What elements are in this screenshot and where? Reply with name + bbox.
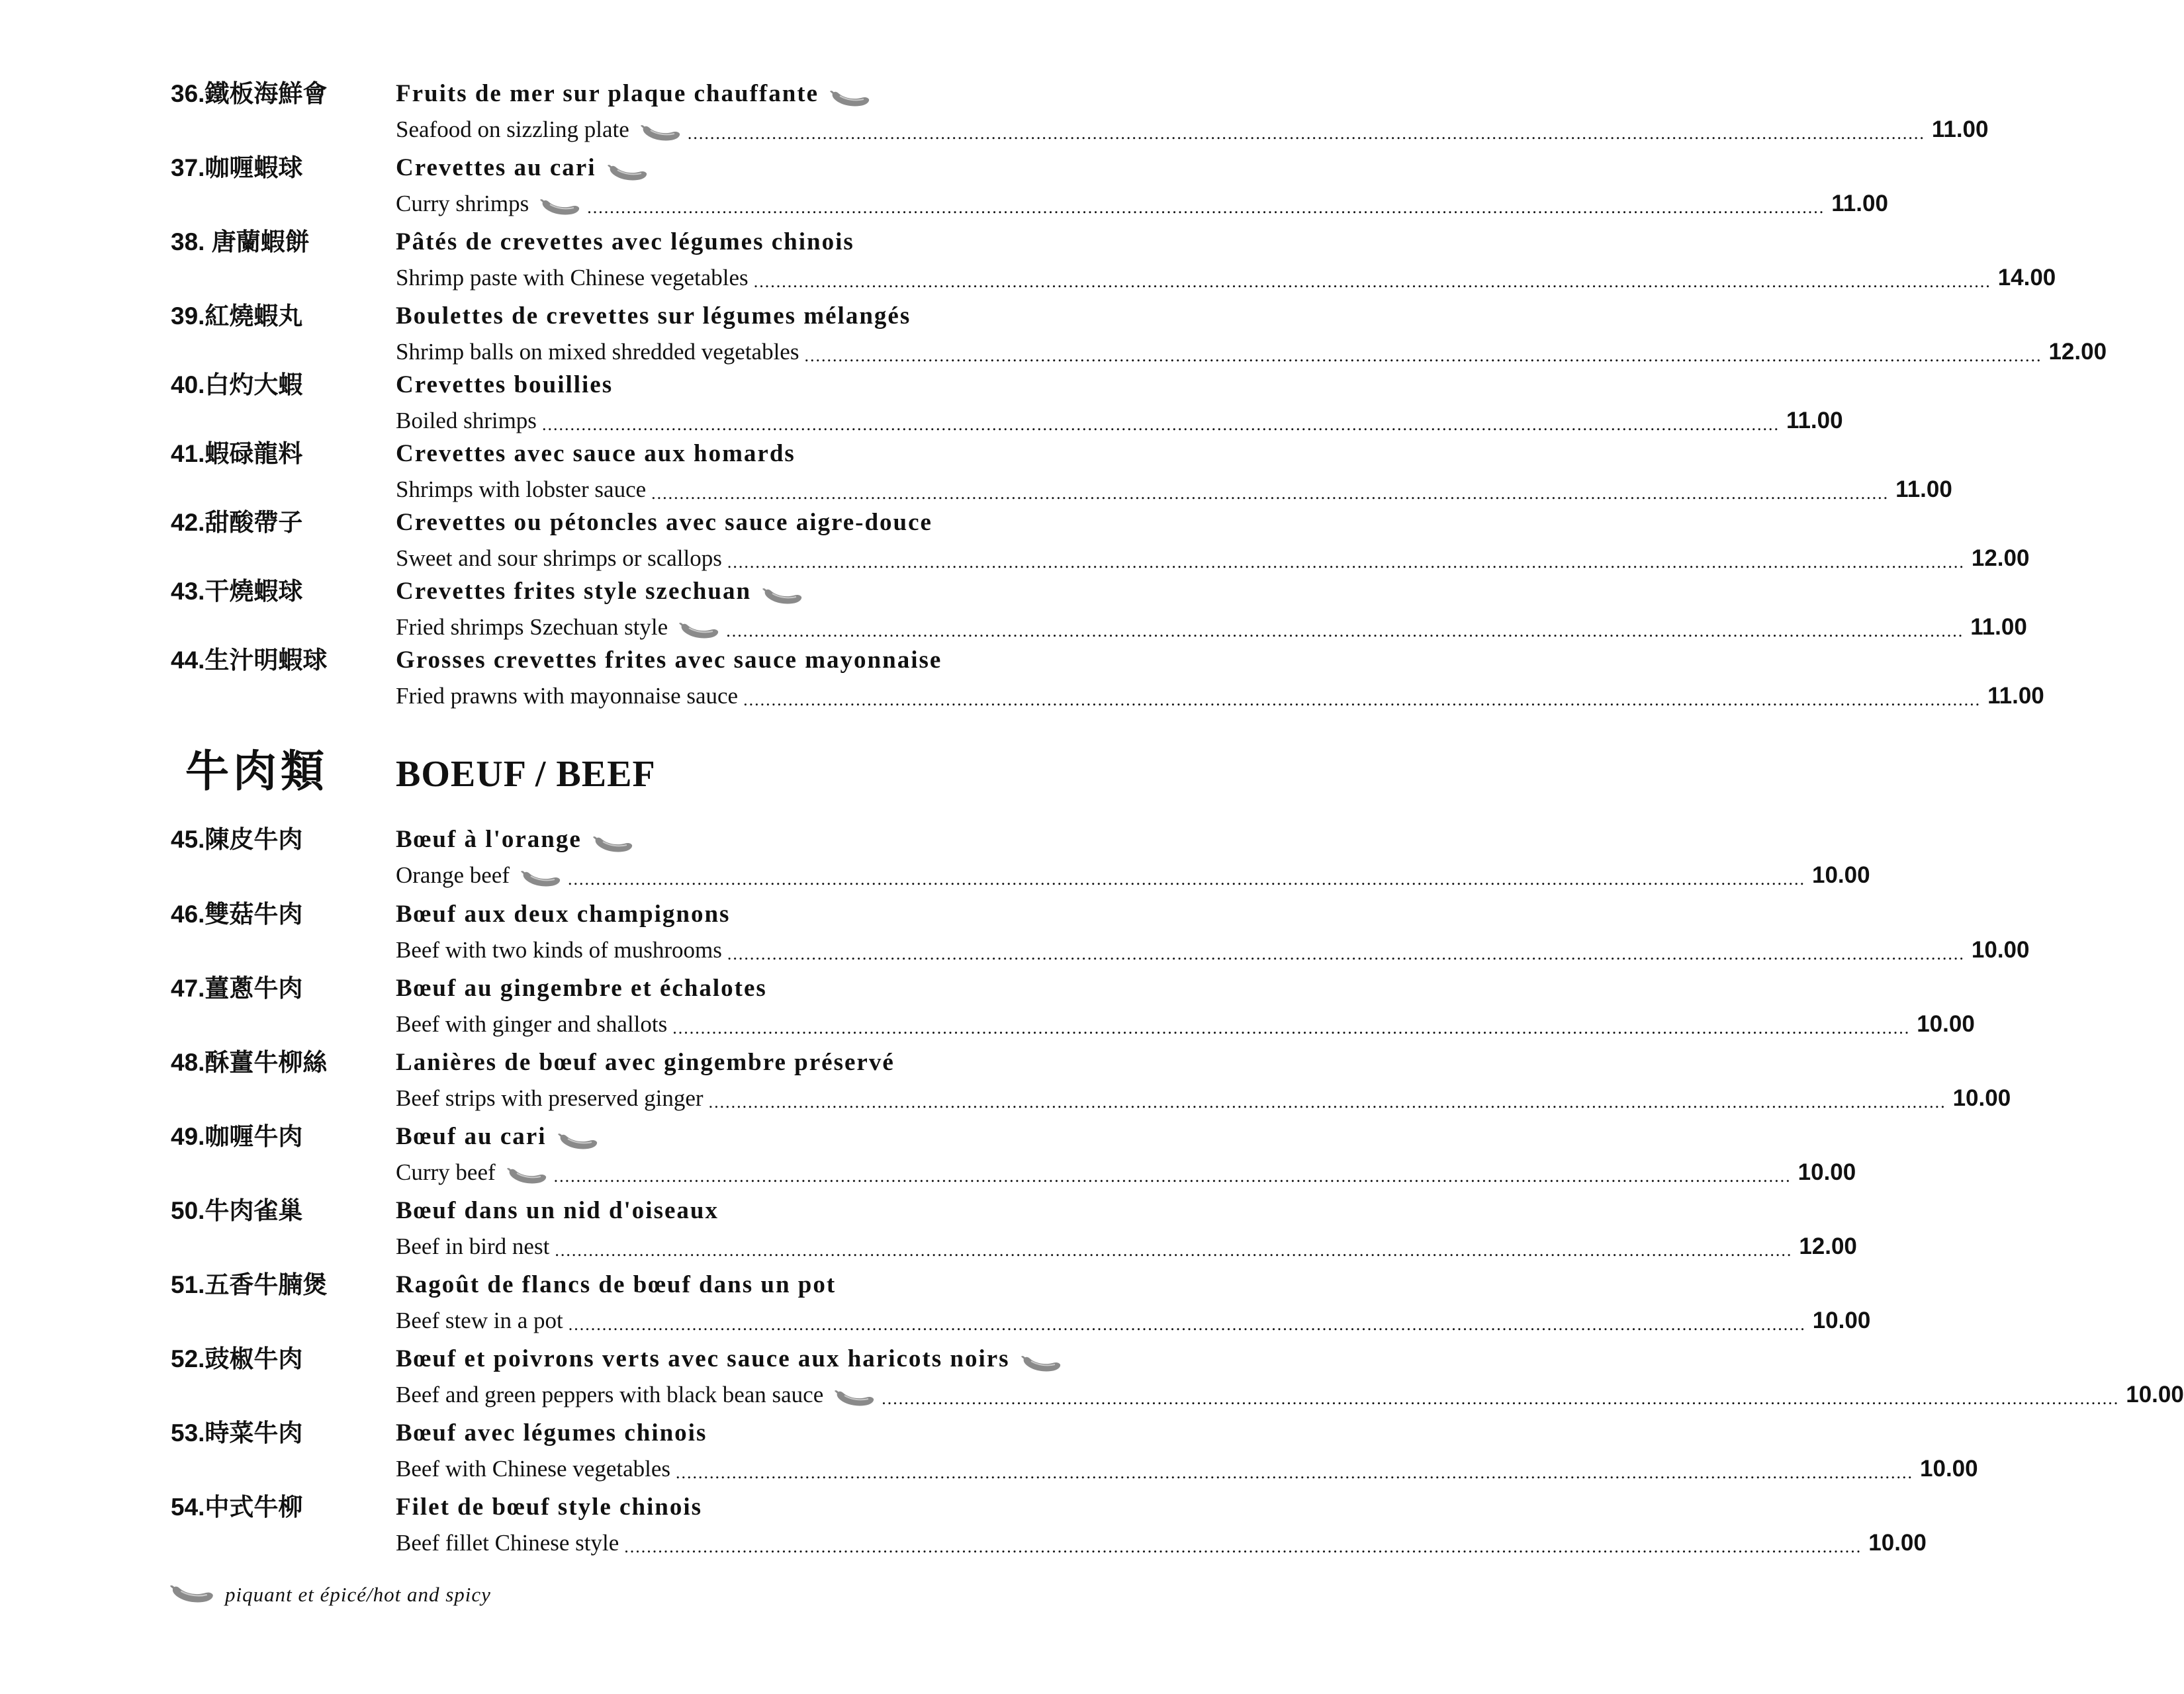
item-line-english	[396, 1081, 2011, 1114]
item-name-french: Pâtés de crevettes avec légumes chinois	[396, 228, 854, 255]
chili-pepper-icon	[608, 160, 649, 180]
item-price: 10.00	[1797, 1159, 1856, 1185]
item-name-french: Lanières de bœuf avec gingembre préservé	[396, 1049, 895, 1076]
menu-item	[171, 1047, 2011, 1121]
item-name-english: Shrimps with lobster sauce	[396, 476, 647, 502]
item-line-english	[396, 335, 2107, 368]
item-name-french: Filet de bœuf style chinois	[396, 1493, 703, 1521]
dot-leader: ............................................................................................................................................................................................................................	[882, 1389, 2120, 1408]
item-number-chinese: 54.中式牛柳	[171, 1493, 303, 1521]
menu-item	[171, 645, 2044, 719]
item-name-french: Bœuf au gingembre et échalotes	[396, 975, 767, 1002]
section-title: BOEUF / BEEF	[396, 754, 656, 795]
item-line-english	[396, 610, 2027, 643]
item-price: 11.00	[1895, 476, 1952, 502]
item-line-english	[396, 1304, 1871, 1337]
item-name-english: Beef strips with preserved ginger	[396, 1085, 704, 1111]
item-price: 10.00	[1811, 862, 1870, 888]
chili-pepper-icon	[1022, 1351, 1063, 1371]
dot-leader: ............................................................................................................................................................................................................................	[708, 1092, 1946, 1112]
item-number-chinese: 37.咖喱蝦球	[171, 154, 303, 181]
item-number-chinese: 49.咖喱牛肉	[171, 1123, 303, 1150]
item-price: 10.00	[1952, 1085, 2011, 1111]
item-name-english: Fried shrimps Szechuan style	[396, 614, 668, 640]
menu-item	[171, 300, 2107, 375]
item-name-french: Bœuf dans un nid d'oiseaux	[396, 1197, 719, 1224]
item-name-english: Orange beef	[396, 862, 510, 888]
item-line-english	[396, 1378, 2184, 1411]
item-price: 10.00	[1917, 1011, 1975, 1037]
menu-item	[171, 576, 2027, 650]
chili-pepper-icon	[541, 195, 582, 214]
item-number-chinese: 38. 唐蘭蝦餅	[171, 228, 310, 255]
menu-item	[171, 899, 2030, 973]
dot-leader: ............................................................................................................................................................................................................................	[567, 869, 1805, 889]
item-name-french: Ragoût de flancs de bœuf dans un pot	[396, 1271, 837, 1298]
item-name-english: Beef fillet Chinese style	[396, 1530, 619, 1556]
item-name-english: Seafood on sizzling plate	[396, 116, 629, 142]
item-name-french: Bœuf avec légumes chinois	[396, 1419, 707, 1447]
item-name-english: Beef with two kinds of mushrooms	[396, 937, 722, 963]
item-name-english: Beef in bird nest	[396, 1233, 550, 1259]
item-name-french: Bœuf à l'orange	[396, 824, 635, 856]
item-line-english	[396, 1452, 1978, 1485]
item-line-english	[396, 1155, 1856, 1188]
chili-pepper-icon	[763, 584, 804, 603]
item-name-french: Bœuf au cari	[396, 1121, 600, 1153]
dot-leader: ............................................................................................................................................................................................................................	[553, 1167, 1792, 1186]
menu-item	[171, 1195, 1857, 1269]
item-number-chinese: 45.陳皮牛肉	[171, 826, 303, 853]
chili-pepper-icon	[559, 1129, 600, 1149]
item-price: 10.00	[2126, 1382, 2184, 1407]
item-price: 11.00	[1970, 614, 2027, 640]
item-name-french: Bœuf aux deux champignons	[396, 901, 731, 928]
chili-pepper-icon	[831, 86, 872, 106]
section-heading-beef	[185, 741, 1178, 807]
menu-item	[171, 369, 1843, 443]
item-name-english: Curry shrimps	[396, 191, 529, 216]
item-name-french: Crevettes avec sauce aux homards	[396, 440, 796, 467]
chili-pepper-icon	[171, 1583, 216, 1606]
menu-item	[171, 1492, 1927, 1566]
dot-leader: ............................................................................................................................................................................................................................	[743, 690, 1981, 709]
dot-leader: ............................................................................................................................................................................................................................	[753, 272, 1991, 291]
menu-item	[171, 78, 1989, 152]
section-title-chinese: 牛肉類	[185, 745, 328, 797]
chili-pepper-icon	[641, 120, 682, 140]
menu-item	[171, 1417, 1978, 1492]
item-number-chinese: 47.薑蔥牛肉	[171, 975, 303, 1002]
item-price: 11.00	[1786, 408, 1843, 433]
item-name-french: Crevettes ou pétoncles avec sauce aigre-douce	[396, 509, 933, 536]
item-price: 12.00	[2048, 339, 2107, 365]
dot-leader: ............................................................................................................................................................................................................................	[624, 1537, 1862, 1556]
item-price: 10.00	[1812, 1308, 1871, 1333]
item-name-french: Crevettes au cari	[396, 152, 649, 184]
item-line-english	[396, 858, 1870, 891]
item-line-english	[396, 541, 2030, 574]
dot-leader: ............................................................................................................................................................................................................................	[568, 1315, 1806, 1334]
dot-leader: ............................................................................................................................................................................................................................	[687, 124, 1925, 143]
item-name-english: Shrimp paste with Chinese vegetables	[396, 265, 749, 290]
item-price: 10.00	[1971, 937, 2030, 963]
dot-leader: ............................................................................................................................................................................................................................	[541, 415, 1780, 434]
dot-leader: ............................................................................................................................................................................................................................	[672, 1018, 1911, 1038]
chili-pepper-icon	[594, 832, 635, 852]
item-name-english: Boiled shrimps	[396, 408, 537, 433]
item-number-chinese: 44.生汁明蝦球	[171, 646, 328, 674]
menu-item	[171, 973, 1975, 1047]
dot-leader: ............................................................................................................................................................................................................................	[727, 944, 1965, 963]
item-name-english: Fried prawns with mayonnaise sauce	[396, 683, 739, 709]
item-price: 11.00	[1931, 116, 1989, 142]
item-price: 11.00	[1987, 683, 2044, 709]
item-name-french: Fruits de mer sur plaque chauffante	[396, 78, 872, 110]
dot-leader: ............................................................................................................................................................................................................................	[727, 553, 1965, 572]
item-number-chinese: 39.紅燒蝦丸	[171, 302, 303, 330]
item-number-chinese: 41.蝦碌龍料	[171, 440, 303, 467]
item-price: 12.00	[1799, 1233, 1857, 1259]
dot-leader: ............................................................................................................................................................................................................................	[587, 198, 1825, 217]
item-line-english	[396, 1007, 1975, 1040]
item-name-french: Crevettes bouillies	[396, 371, 614, 398]
item-number-chinese: 51.五香牛腩煲	[171, 1271, 328, 1298]
dot-leader: ............................................................................................................................................................................................................................	[676, 1463, 1914, 1482]
menu-item	[171, 824, 1870, 898]
item-line-english	[396, 933, 2030, 966]
chili-pepper-icon	[680, 618, 721, 638]
item-line-english	[396, 404, 1843, 437]
menu-item	[171, 507, 2030, 581]
item-line-english	[396, 679, 2044, 712]
item-price: 14.00	[1997, 265, 2056, 290]
menu-item	[171, 1269, 1871, 1343]
legend-text: piquant et épicé/hot and spicy	[225, 1583, 491, 1606]
item-number-chinese: 48.酥薑牛柳絲	[171, 1049, 328, 1076]
chili-pepper-icon	[508, 1163, 549, 1183]
menu-item	[171, 152, 1888, 226]
dot-leader: ............................................................................................................................................................................................................................	[651, 484, 1889, 503]
chili-pepper-icon	[835, 1386, 876, 1405]
menu-item	[171, 1343, 2184, 1417]
item-name-english: Curry beef	[396, 1159, 496, 1185]
menu-item	[171, 226, 2056, 300]
item-name-english: Shrimp balls on mixed shredded vegetables	[396, 339, 799, 365]
item-number-chinese: 43.干燒蝦球	[171, 578, 303, 605]
dot-leader: ............................................................................................................................................................................................................................	[726, 621, 1964, 641]
menu-item	[171, 1121, 1856, 1195]
item-number-chinese: 36.鐵板海鮮會	[171, 80, 328, 107]
item-line-english	[396, 187, 1888, 220]
item-price: 12.00	[1971, 545, 2030, 571]
item-number-chinese: 46.雙菇牛肉	[171, 901, 303, 928]
item-price: 10.00	[1920, 1456, 1978, 1482]
menu-item	[171, 438, 1952, 512]
dot-leader: ............................................................................................................................................................................................................................	[555, 1241, 1793, 1260]
item-line-english	[396, 1229, 1857, 1263]
item-name-english: Beef stew in a pot	[396, 1308, 563, 1333]
item-name-english: Beef with Chinese vegetables	[396, 1456, 671, 1482]
item-line-english	[396, 261, 2056, 294]
item-name-french: Grosses crevettes frites avec sauce mayonnaise	[396, 646, 942, 674]
chili-pepper-icon	[522, 866, 563, 886]
dot-leader: ............................................................................................................................................................................................................................	[804, 346, 2042, 365]
item-price: 10.00	[1868, 1530, 1927, 1556]
item-name-english: Sweet and sour shrimps or scallops	[396, 545, 722, 571]
spicy-legend	[171, 1575, 491, 1615]
item-name-french: Crevettes frites style szechuan	[396, 576, 804, 607]
item-number-chinese: 52.豉椒牛肉	[171, 1345, 303, 1372]
item-line-english	[396, 112, 1989, 146]
item-number-chinese: 53.時菜牛肉	[171, 1419, 303, 1447]
item-name-english: Beef and green peppers with black bean sauce	[396, 1382, 824, 1407]
item-number-chinese: 40.白灼大蝦	[171, 371, 303, 398]
item-line-english	[396, 472, 1952, 506]
item-number-chinese: 50.牛肉雀巢	[171, 1197, 303, 1224]
item-name-english: Beef with ginger and shallots	[396, 1011, 668, 1037]
item-line-english	[396, 1526, 1927, 1559]
item-number-chinese: 42.甜酸帶子	[171, 509, 303, 536]
item-price: 11.00	[1831, 191, 1888, 216]
item-name-french: Boulettes de crevettes sur légumes mélangés	[396, 302, 911, 330]
item-name-french: Bœuf et poivrons verts avec sauce aux haricots noirs	[396, 1343, 1063, 1375]
